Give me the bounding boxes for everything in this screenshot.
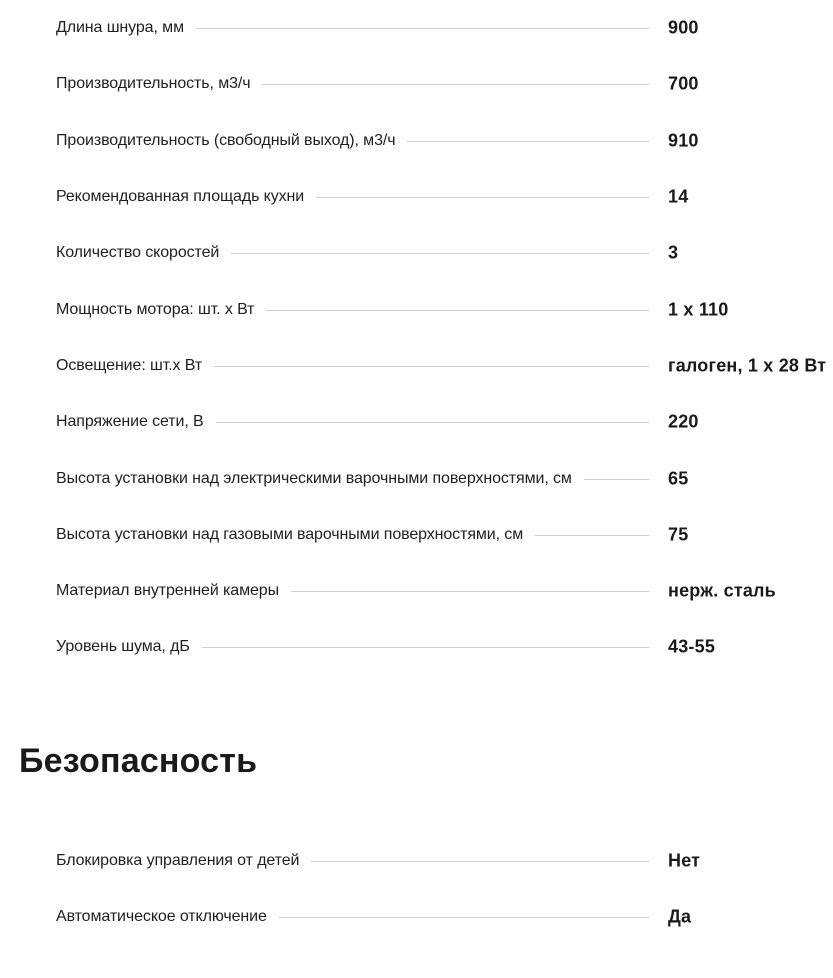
spec-value: нерж. сталь bbox=[668, 580, 776, 601]
spec-label: Напряжение сети, В bbox=[56, 413, 216, 431]
spec-value: 220 bbox=[668, 411, 699, 432]
spec-row-noise-level bbox=[0, 619, 833, 675]
spec-value: 700 bbox=[668, 73, 699, 94]
spec-label: Уровень шума, дБ bbox=[56, 638, 202, 656]
spec-row-voltage bbox=[0, 394, 833, 450]
spec-label: Производительность, м3/ч bbox=[56, 75, 262, 93]
spec-label: Рекомендованная площадь кухни bbox=[56, 188, 316, 206]
spec-row-lighting bbox=[0, 338, 833, 394]
spec-value: 3 bbox=[668, 242, 679, 263]
spec-value: 910 bbox=[668, 130, 699, 151]
spec-label: Мощность мотора: шт. x Вт bbox=[56, 301, 266, 319]
spec-value: 14 bbox=[668, 186, 689, 207]
spec-row-performance bbox=[0, 56, 833, 112]
safety-specifications-list bbox=[0, 833, 833, 946]
spec-row-speed-count bbox=[0, 225, 833, 281]
spec-row-performance-free-outlet bbox=[0, 113, 833, 169]
spec-value: Нет bbox=[668, 850, 701, 871]
spec-value: 43-55 bbox=[668, 636, 716, 657]
spec-label: Количество скоростей bbox=[56, 244, 231, 262]
spec-value: 1 x 110 bbox=[668, 299, 729, 320]
spec-value: Да bbox=[668, 906, 692, 927]
spec-value: 65 bbox=[668, 468, 689, 489]
section-title-safety: Безопасность bbox=[19, 742, 258, 780]
spec-row-height-electric bbox=[0, 450, 833, 506]
spec-row-height-gas bbox=[0, 507, 833, 563]
spec-row-chamber-material bbox=[0, 563, 833, 619]
spec-label: Длина шнура, мм bbox=[56, 19, 196, 37]
spec-row-auto-shutoff bbox=[0, 889, 833, 945]
spec-label: Производительность (свободный выход), м3/ч bbox=[56, 132, 407, 150]
spec-row-cord-length bbox=[0, 0, 833, 56]
spec-value: 75 bbox=[668, 524, 689, 545]
spec-label: Освещение: шт.x Вт bbox=[56, 357, 214, 375]
spec-label: Высота установки над электрическими варочными поверхностями, см bbox=[56, 470, 584, 488]
spec-value: 900 bbox=[668, 17, 699, 38]
spec-row-kitchen-area bbox=[0, 169, 833, 225]
spec-label: Материал внутренней камеры bbox=[56, 582, 291, 600]
spec-label: Блокировка управления от детей bbox=[56, 852, 311, 870]
spec-row-child-lock bbox=[0, 833, 833, 889]
spec-row-motor-power bbox=[0, 281, 833, 337]
spec-label: Автоматическое отключение bbox=[56, 908, 279, 926]
spec-value: галоген, 1 x 28 Вт bbox=[668, 355, 827, 376]
spec-label: Высота установки над газовыми варочными поверхностями, см bbox=[56, 526, 535, 544]
